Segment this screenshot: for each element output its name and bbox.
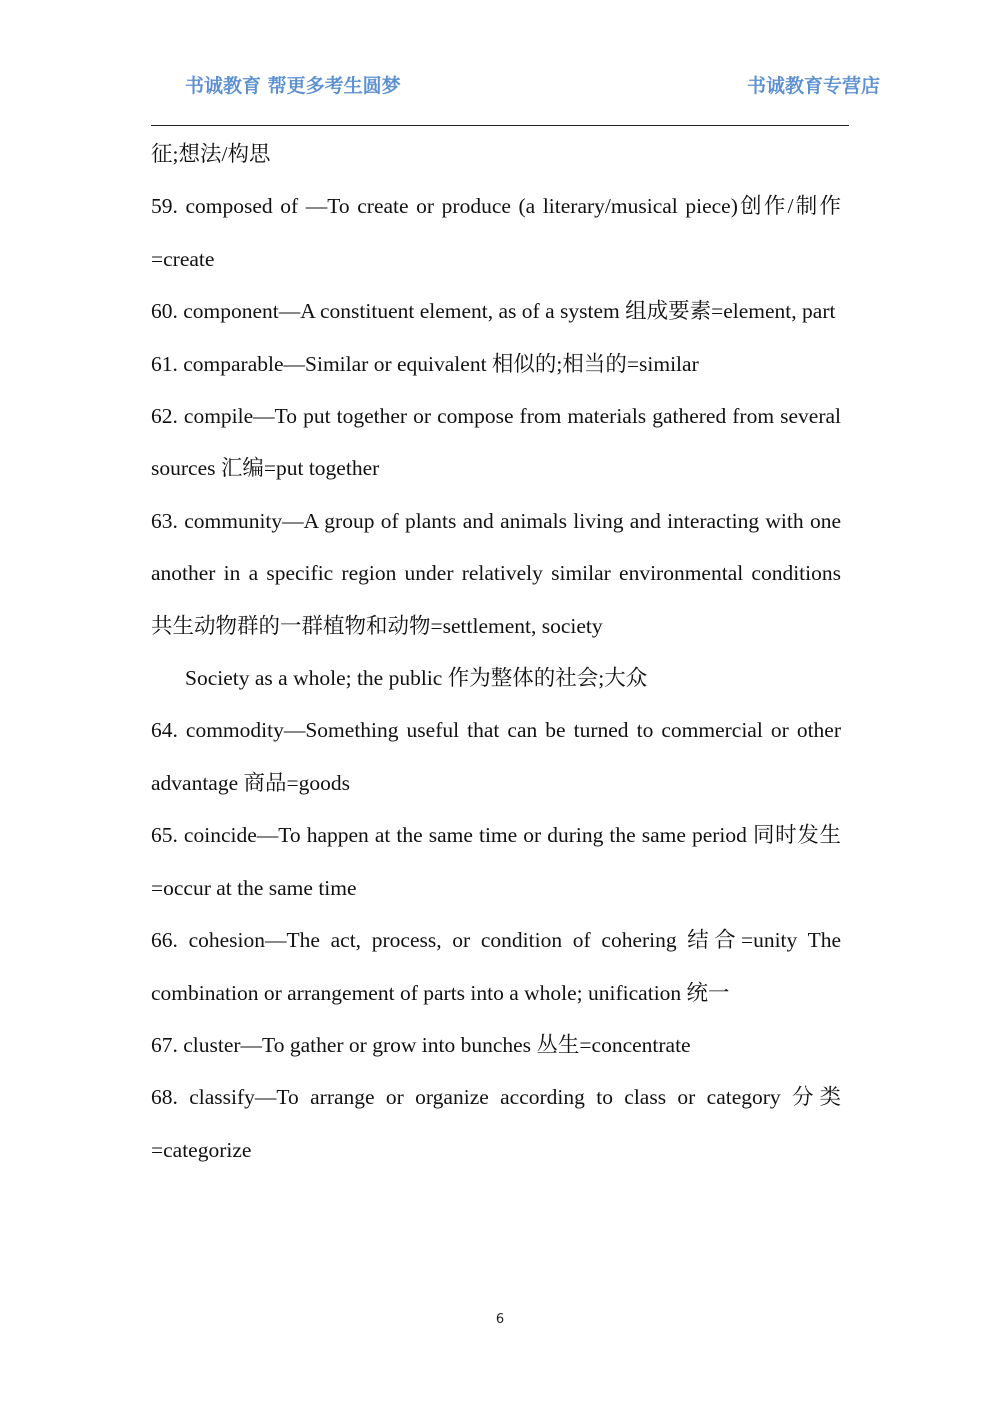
entry-63: 63. community—A group of plants and animals living and interacting with one another in a specific region under relatively similar environmental conditions 共生动物群的一群植物和动物=settlement, society [151,508,841,638]
page-number: 6 [495,1312,505,1327]
entry-66: 66. cohesion—The act, process, or condition of cohering 结合=unity The combination or arrangement of parts into a whole; unification 统一 [151,928,841,1005]
entry-64: 64. commodity—Something useful that can be turned to commercial or other advantage 商品=goods [151,718,841,795]
entry-59: 59. composed of —To create or produce (a literary/musical piece)创作/制作=create [151,194,841,271]
header-brand-slogan: 书诚教育 帮更多考生圆梦 [185,75,401,97]
entry-60: 60. component—A constituent element, as of a system 组成要素=element, part [151,299,836,324]
entry-continuation: 征;想法/构思 [151,142,271,166]
entry-63-sub: Society as a whole; the public 作为整体的社会;大众 [185,666,648,691]
vocabulary-list [151,128,841,1176]
entry-62: 62. compile—To put together or compose from materials gathered from several sources 汇编=put together [151,404,841,481]
header-store-name: 书诚教育专营店 [746,75,880,97]
entry-67: 67. cluster—To gather or grow into bunches 丛生=concentrate [151,1032,691,1057]
entry-68: 68. classify—To arrange or organize according to class or category 分类=categorize [151,1085,841,1162]
entry-65: 65. coincide—To happen at the same time or during the same period 同时发生=occur at the same time [151,823,841,900]
entry-61: 61. comparable—Similar or equivalent 相似的;相当的=similar [151,351,699,376]
header-divider [151,125,849,126]
